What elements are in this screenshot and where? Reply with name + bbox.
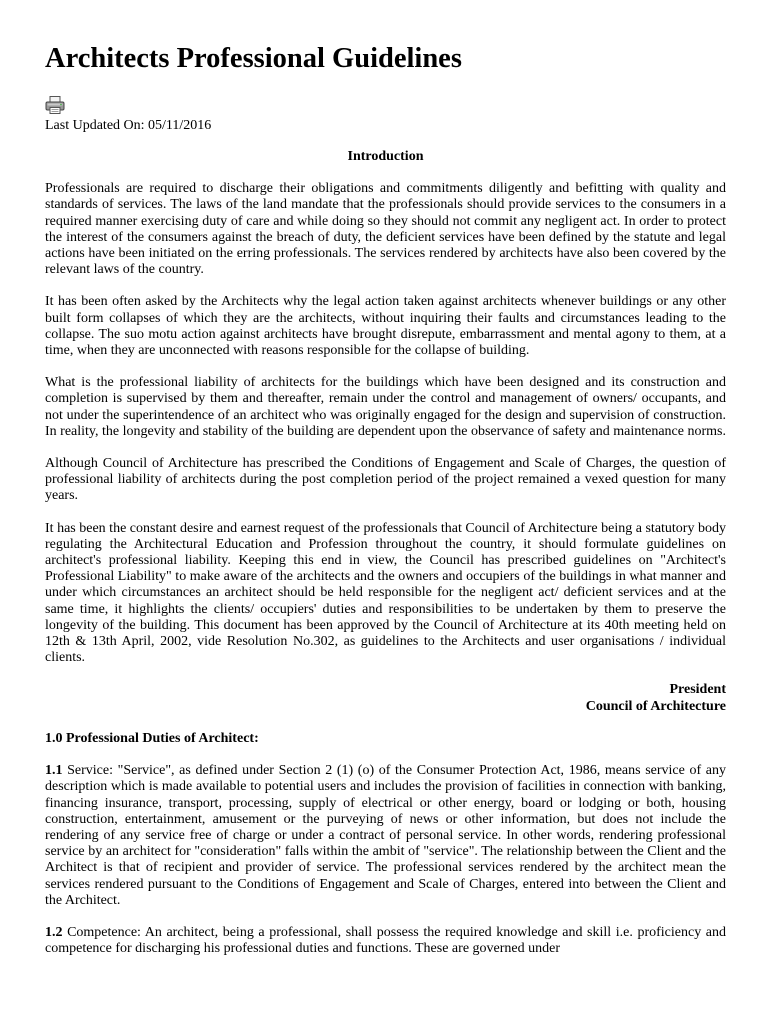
signature-organization: Council of Architecture	[585, 698, 726, 714]
signature-block	[45, 682, 726, 714]
page-title: Architects Professional Guidelines	[45, 43, 462, 74]
section-item-number: 1.1	[45, 763, 63, 779]
intro-paragraph-4: Although Council of Architecture has prescribed the Conditions of Engagement and Scale of Charges, the question of professional liability of architects during the post completion period of the project remained a vexed question for many years.	[45, 456, 726, 504]
document-body	[45, 149, 726, 973]
section-item-1-2	[45, 925, 726, 957]
section-item-text: Competence: An architect, being a professional, shall possess the required knowledge and skill i.e. proficiency and competence for discharging his professional duties and functions. These are governed under	[45, 924, 726, 957]
section-item-1-1	[45, 763, 726, 909]
intro-paragraph-1: Professionals are required to discharge their obligations and commitments diligently and befitting with quality and standards of services. The laws of the land mandate that the professionals should provide services to the consumers in a required manner exercising duty of care and while doing so they should not commit any negligent act. In order to protect the interest of the consumers against the breach of duty, the deficient services have been defined by the statute and legal actions have been initiated on the erring professionals. The services rendered by architects have also been covered by the relevant laws of the country.	[45, 181, 726, 278]
section-item-text: Service: "Service", as defined under Section 2 (1) (o) of the Consumer Protection Act, 1986, means service of any description which is made available to potential users and includes the provision of facilities in connection with banking, financing insurance, transport, processing, supply of electrical or other energy, board or lodging or both, housing construction, entertainment, amusement or the purveying of news or other information, but does not include the rendering of any service free of charge or under a contract of personal service. In other words, rendering professional service by an architect for "consideration" falls within the ambit of "service". The relationship between the Client and the Architect is that of recipient and provider of service. The professional services rendered by the architect mean the services rendered pursuant to the Conditions of Engagement and Scale of Charges, entered into between the Client and the Architect.	[45, 763, 726, 908]
last-updated-date: Last Updated On: 05/11/2016	[45, 118, 212, 133]
section-item-number: 1.2	[45, 924, 63, 940]
printer-icon[interactable]	[45, 96, 65, 114]
intro-paragraph-5: It has been the constant desire and earnest request of the professionals that Council of Architecture being a statutory body regulating the Architectural Education and Profession throughout the country, it should formulate guidelines on architect's professional liability. Keeping this end in view, the Council has prescribed guidelines on "Architect's Professional Liability" to make aware of the architects and the owners and occupiers of the buildings in what manner and under which circumstances an architect should be held responsible for the negligent act/ deficient services and at the same time, it highlights the clients/ occupiers' duties and responsibilities to be undertaken by them to preserve the longevity of the building. This document has been approved by the Council of Architecture at its 40th meeting held on 12th & 13th April, 2002, vide Resolution No.302, as guidelines to the Architects and user organisations / individual clients.	[45, 520, 726, 666]
intro-paragraph-3: What is the professional liability of architects for the buildings which have been designed and its construction and completion is supervised by them and thereafter, remain under the control and management of owners/ occupants, and not under the superintendence of an architect who was originally engaged for the design and supervision of construction. In reality, the longevity and stability of the building are dependent upon the observance of safety and maintenance norms.	[45, 375, 726, 439]
signature-title: President	[669, 682, 726, 698]
intro-paragraph-2: It has been often asked by the Architects why the legal action taken against architects whenever buildings or any other built form collapses of which they are the architects, without inquiring their faults and circumstances leading to the collapse. The suo motu action against architects have brought disrepute, embarrassment and mental agony to them, at a time, when they are unconnected with reasons responsible for the collapse of building.	[45, 294, 726, 359]
introduction-heading: Introduction	[347, 149, 424, 164]
section-heading-professional-duties: 1.0 Professional Duties of Architect:	[45, 730, 259, 746]
